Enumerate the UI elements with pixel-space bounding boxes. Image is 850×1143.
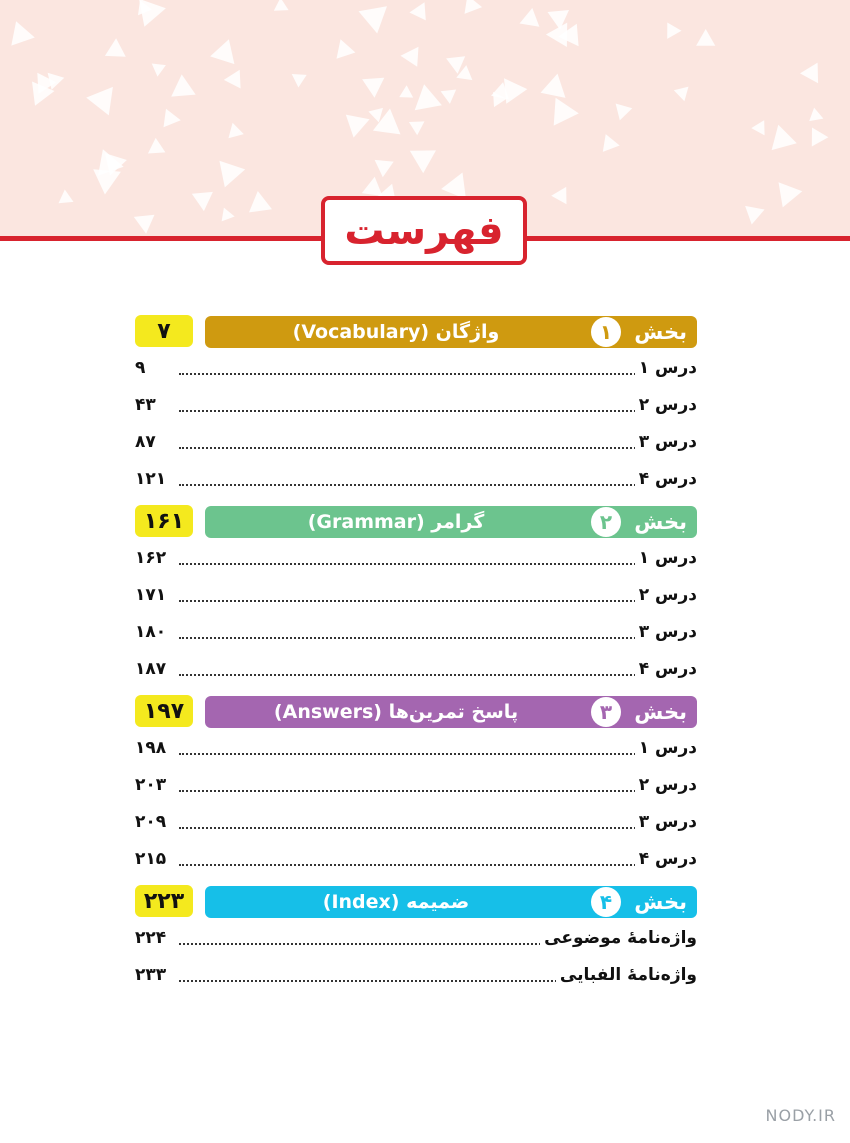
section-word: بخش (634, 510, 687, 534)
triangle-decoration (546, 23, 567, 47)
dot-leader (179, 674, 639, 676)
triangle-decoration (745, 206, 765, 225)
toc-entry[interactable] (135, 920, 697, 957)
entry-label: درس ۱ (635, 548, 697, 568)
triangle-decoration (292, 74, 307, 88)
triangle-decoration (772, 125, 797, 150)
triangle-decoration (164, 109, 181, 128)
triangle-decoration (274, 0, 289, 11)
triangle-decoration (148, 138, 166, 154)
triangle-decoration (465, 0, 483, 14)
entry-page-number: ۲۰۹ (135, 812, 167, 832)
entry-label: واژه‌نامهٔ الفبایی (556, 965, 697, 985)
triangle-decoration (751, 120, 764, 135)
section-number-circle: ۲ (591, 507, 621, 537)
section-word: بخش (634, 890, 687, 914)
entry-page-number: ۸۷ (135, 432, 156, 452)
dot-leader (179, 447, 639, 449)
triangle-decoration (779, 182, 803, 207)
entry-label: درس ۳ (635, 622, 697, 642)
section-header (135, 504, 697, 540)
entry-label: درس ۲ (635, 585, 697, 605)
entry-page-number: ۹ (135, 358, 146, 378)
triangle-decoration (222, 208, 235, 222)
triangle-decoration (541, 74, 566, 98)
toc-entry[interactable] (135, 957, 697, 994)
section-title: ضمیمه (Index) (322, 891, 470, 913)
entry-label: درس ۳ (635, 432, 697, 452)
toc-entry[interactable] (135, 651, 697, 688)
entry-page-number: ۴۳ (135, 395, 156, 415)
toc-entry[interactable] (135, 614, 697, 651)
triangle-decoration (809, 108, 823, 122)
triangle-decoration (228, 123, 243, 138)
section-number-circle: ۴ (591, 887, 621, 917)
section-number-circle: ۱ (591, 317, 621, 347)
triangle-decoration (86, 87, 113, 116)
entry-page-number: ۲۲۴ (135, 928, 167, 948)
triangle-decoration (224, 70, 241, 89)
entry-label: درس ۱ (635, 738, 697, 758)
section-page-badge: ۱۹۷ (135, 695, 193, 727)
entry-page-number: ۲۰۳ (135, 775, 167, 795)
dot-leader (179, 563, 639, 565)
section-bar (205, 506, 697, 538)
section-page-badge: ۱۶۱ (135, 505, 193, 537)
dot-leader (179, 600, 639, 602)
triangle-decoration (59, 190, 74, 204)
triangle-decoration (520, 8, 540, 27)
triangle-decoration (399, 85, 413, 97)
triangle-decoration (616, 104, 633, 121)
triangle-decoration (504, 78, 527, 104)
section-number-circle: ۳ (591, 697, 621, 727)
triangle-decoration (603, 134, 620, 152)
triangle-decoration (409, 121, 425, 135)
triangle-decoration (551, 187, 566, 204)
toc-entry[interactable] (135, 730, 697, 767)
toc-entry[interactable] (135, 461, 697, 498)
title-frame (321, 196, 527, 265)
entry-label: درس ۳ (635, 812, 697, 832)
section-bar (205, 316, 697, 348)
triangle-decoration (368, 108, 383, 123)
entry-label: واژه‌نامهٔ موضوعی (540, 928, 697, 948)
section-title: گرامر (Grammar) (307, 511, 485, 533)
section-page-badge: ۲۲۳ (135, 885, 193, 917)
entry-label: درس ۴ (635, 849, 697, 869)
toc-entry[interactable] (135, 540, 697, 577)
triangle-decoration (415, 84, 442, 110)
section-header (135, 884, 697, 920)
entry-page-number: ۱۸۷ (135, 659, 167, 679)
triangle-decoration (441, 90, 457, 104)
toc-entry[interactable] (135, 804, 697, 841)
triangle-decoration (362, 177, 383, 196)
dot-leader (179, 373, 639, 375)
triangle-decoration (134, 215, 155, 234)
entry-page-number: ۱۹۸ (135, 738, 167, 758)
dot-leader (179, 410, 639, 412)
table-of-contents (135, 314, 697, 994)
toc-entry[interactable] (135, 424, 697, 461)
dot-leader (179, 637, 639, 639)
dot-leader (179, 943, 557, 945)
entry-page-number: ۱۶۲ (135, 548, 167, 568)
triangle-decoration (11, 21, 35, 45)
toc-entry[interactable] (135, 350, 697, 387)
dot-leader (179, 790, 639, 792)
triangle-decoration (337, 39, 356, 59)
triangle-decoration (93, 169, 121, 194)
triangle-decoration (410, 150, 436, 173)
triangle-decoration (219, 161, 245, 188)
triangle-decoration (667, 23, 681, 39)
toc-entry[interactable] (135, 841, 697, 878)
triangle-decoration (674, 87, 689, 102)
section-title: واژگان (Vocabulary) (292, 321, 500, 343)
toc-entry[interactable] (135, 387, 697, 424)
triangle-decoration (812, 128, 829, 147)
entry-page-number: ۱۸۰ (135, 622, 167, 642)
triangle-decoration (401, 47, 419, 67)
triangle-decoration (409, 2, 425, 20)
dot-leader (179, 484, 639, 486)
triangle-decoration (800, 63, 818, 84)
section-word: بخش (634, 700, 687, 724)
section-bar (205, 886, 697, 918)
dot-leader (179, 753, 639, 755)
triangle-decoration (249, 191, 272, 212)
entry-label: درس ۲ (635, 395, 697, 415)
dot-leader (179, 864, 639, 866)
entry-label: درس ۴ (635, 469, 697, 489)
triangle-decoration (152, 64, 166, 77)
section-word: بخش (634, 320, 687, 344)
triangle-decoration (359, 6, 388, 33)
section-title: پاسخ تمرین‌ها (Answers) (273, 701, 519, 723)
entry-label: درس ۲ (635, 775, 697, 795)
entry-page-number: ۱۷۱ (135, 585, 167, 605)
triangle-decoration (192, 192, 213, 211)
entry-page-number: ۲۱۵ (135, 849, 167, 869)
entry-page-number: ۲۳۳ (135, 965, 167, 985)
triangle-decoration (696, 29, 715, 46)
triangle-decoration (171, 74, 196, 96)
triangle-decoration (362, 78, 384, 98)
section-header (135, 314, 697, 350)
section-header (135, 694, 697, 730)
dot-leader (179, 827, 639, 829)
dot-leader (179, 980, 557, 982)
section-bar (205, 696, 697, 728)
entry-label: درس ۴ (635, 659, 697, 679)
triangle-decoration (210, 39, 234, 64)
page-title: فهرست (344, 207, 504, 254)
entry-label: درس ۱ (635, 358, 697, 378)
triangle-decoration (554, 98, 579, 126)
toc-entry[interactable] (135, 767, 697, 804)
triangle-decoration (375, 160, 394, 177)
entry-page-number: ۱۲۱ (135, 469, 167, 489)
watermark-logo: NODY.IR (765, 1106, 836, 1125)
triangle-decoration (346, 115, 370, 138)
triangle-decoration (105, 38, 126, 57)
section-page-badge: ۷ (135, 315, 193, 347)
toc-entry[interactable] (135, 577, 697, 614)
